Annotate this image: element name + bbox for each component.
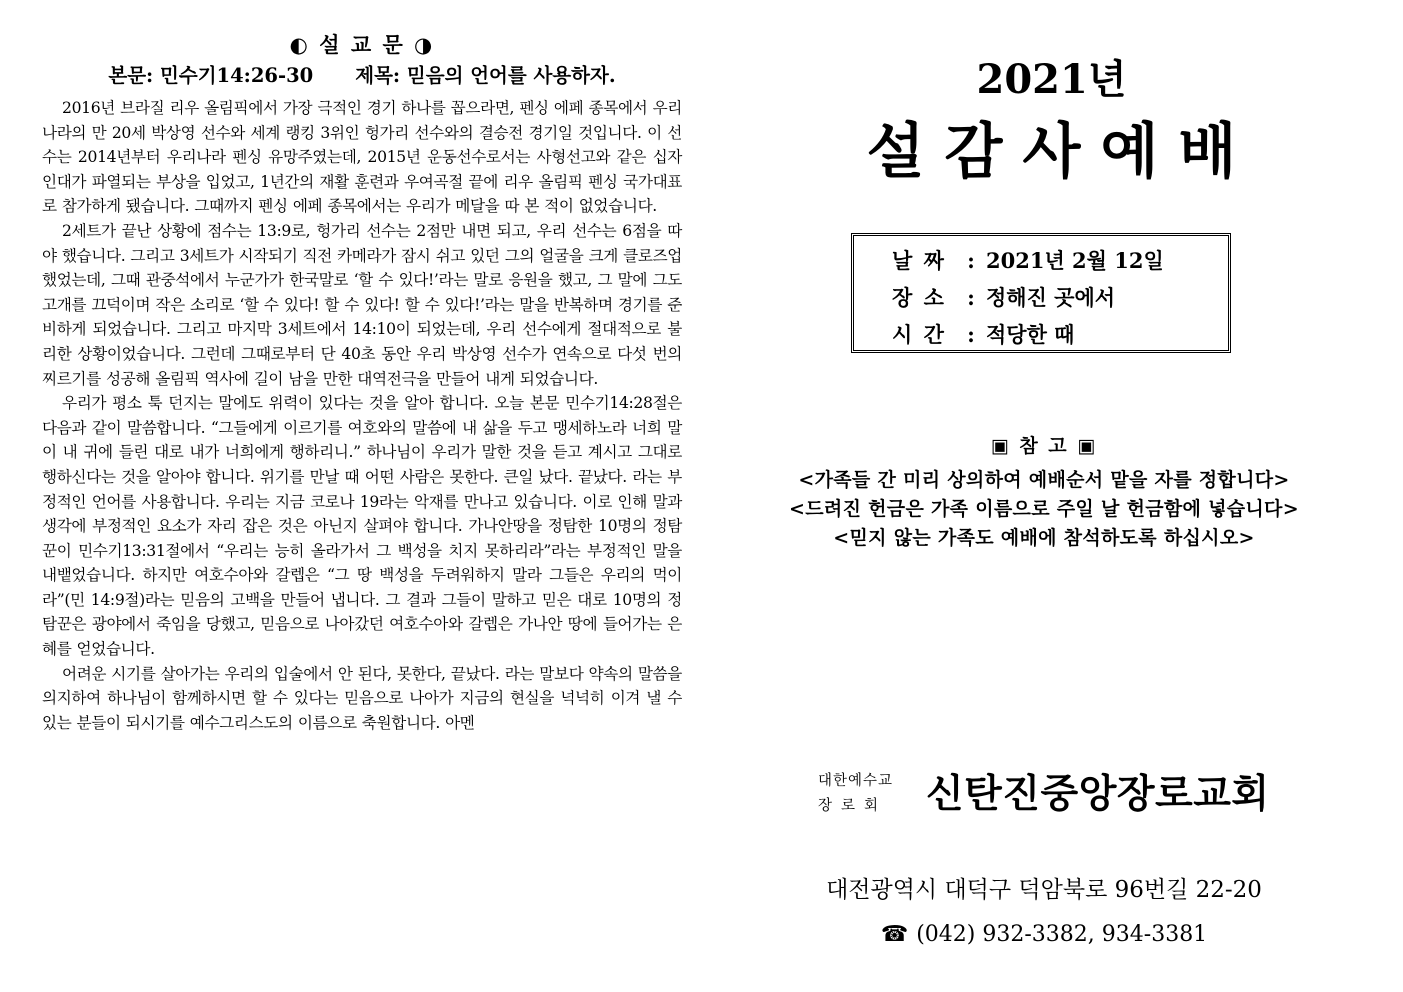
scripture-reference: 본문: 민수기14:26-30	[108, 64, 314, 87]
info-value-date: 2021년 2월 12일	[986, 248, 1164, 273]
reference-list	[700, 466, 1388, 553]
sermon-paragraph-1: 2016년 브라질 리우 올림픽에서 가장 극적인 경기 하나를 꼽으라면, 펜싱 에페 종목에서 우리나라의 만 20세 박상영 선수와 세계 랭킹 3위인 헝가리 선수와의 결승전 경기일 것입니다. 이 선수는 2014년부터 우리나라 펜싱 유망주였는데, 2015년 운동선수로서는 사형선고와 같은 십자인대가 파열되는 부상을 입었고, 1년간의 재활 훈련과 우여곡절 끝에 리우 올림픽 펜싱 국가대표로 참가하게 됐습니다. 그때까지 펜싱 에페 종목에서는 우리가 메달을 따 본 적이 없었습니다.	[42, 99, 682, 216]
church-name: 신탄진중앙장로교회	[926, 772, 1270, 817]
reference-item: <드려진 헌금은 가족 이름으로 주일 날 헌금함에 넣습니다>	[789, 498, 1299, 520]
info-separator: :	[967, 285, 975, 310]
church-address: 대전광역시 대덕구 덕암북로 96번길 22-20	[826, 877, 1262, 903]
reference-item: <가족들 간 미리 상의하여 예배순서 맡을 자를 정합니다>	[798, 469, 1290, 491]
info-value-place: 정해진 곳에서	[986, 285, 1116, 310]
service-title: 설감사예배	[866, 117, 1257, 187]
church-block	[818, 766, 1378, 826]
phone-icon: ☎	[880, 922, 909, 947]
phone-number: (042) 932-3382, 934-3381	[916, 922, 1208, 947]
info-label-time: 시 간	[892, 322, 946, 347]
denomination-line-1: 대한예수교	[818, 773, 894, 789]
service-info-box	[851, 233, 1231, 353]
info-separator: :	[967, 322, 975, 347]
denomination	[818, 769, 908, 819]
sermon-panel	[42, 30, 682, 735]
denomination-line-2: 장로회	[818, 798, 888, 814]
reference-heading: ▣ 참 고 ▣	[990, 435, 1098, 457]
info-row-place	[892, 279, 1228, 316]
church-phone	[700, 918, 1388, 952]
sermon-title: 제목: 믿음의 언어를 사용하자.	[355, 64, 616, 87]
sermon-paragraph-2: 2세트가 끝난 상황에 점수는 13:9로, 헝가리 선수는 2점만 내면 되고, 우리 선수는 6점을 따야 했습니다. 그리고 3세트가 시작되기 직전 카메라가 잠시 쉬고 있던 그의 얼굴을 크게 클로즈업했었는데, 그때 관중석에서 누군가가 한국말로 ‘할 수 있다!’라는 말로 응원을 했고, 그 말에 그도 고개를 끄덕이며 작은 소리로 ‘할 수 있다! 할 수 있다! 할 수 있다!’라는 말을 반복하며 경기를 준비하게 되었습니다. 그리고 마지막 3세트에서 14:10이 되었는데, 우리 선수에게 절대적으로 불리한 상황이었습니다. 그런데 그때로부터 단 40초 동안 우리 박상영 선수가 연속으로 다섯 번의 찌르기를 성공해 올림픽 역사에 길이 남을 만한 대역전극을 만들어 내게 되었습니다.	[42, 221, 682, 388]
service-year: 2021년	[976, 56, 1127, 103]
info-label-date: 날 짜	[892, 248, 946, 273]
info-row-date	[892, 242, 1228, 279]
info-separator: :	[967, 248, 975, 273]
sermon-meta	[42, 60, 682, 92]
sermon-paragraph-3: 우리가 평소 툭 던지는 말에도 위력이 있다는 것을 알아 합니다. 오늘 본문 민수기14:28절은 다음과 같이 말씀합니다. “그들에게 이르기를 여호와의 말씀에 내 삶을 두고 맹세하노라 너희 말이 내 귀에 들린 대로 내가 너희에게 행하리니.” 하나님이 우리가 말한 것을 듣고 계시고 그대로 행하신다는 것을 알아야 합니다. 위기를 만날 때 어떤 사람은 못한다. 큰일 났다. 끝났다. 라는 부정적인 언어를 사용합니다. 우리는 지금 코로나 19라는 악재를 만나고 있습니다. 이로 인해 말과 생각에 부정적인 요소가 자리 잡은 것은 아닌지 살펴야 합니다. 가나안땅을 정탐한 10명의 정탐꾼이 민수기13:31절에서 “우리는 능히 올라가서 그 백성을 치지 못하리라”라는 부정적인 말을 내뱉었습니다. 하지만 여호수아와 갈렙은 “그 땅 백성을 두려워하지 말라 그들은 우리의 먹이라”(민 14:9절)라는 믿음의 고백을 만들어 냅니다. 그 결과 그들이 말하고 믿은 대로 10명의 정탐꾼은 광야에서 죽임을 당했고, 믿음으로 나아갔던 여호수아와 갈렙은 가나안 땅에 들어가는 은혜를 얻었습니다.	[42, 394, 682, 659]
sermon-paragraph-4: 어려운 시기를 살아가는 우리의 입술에서 안 된다, 못한다, 끝났다. 라는 말보다 약속의 말씀을 의지하여 하나님이 함께하시면 할 수 있다는 믿음으로 나아가 지금의 현실을 넉넉히 이겨 낼 수 있는 분들이 되시기를 예수그리스도의 이름으로 축원합니다. 아멘	[42, 664, 682, 732]
info-value-time: 적당한 때	[986, 322, 1075, 347]
info-row-time	[892, 316, 1228, 353]
info-label-place: 장 소	[892, 285, 946, 310]
sermon-heading: ◐ 설 교 문 ◑	[289, 32, 435, 57]
reference-item: <믿지 않는 가족도 예배에 참석하도록 하십시오>	[833, 527, 1255, 549]
